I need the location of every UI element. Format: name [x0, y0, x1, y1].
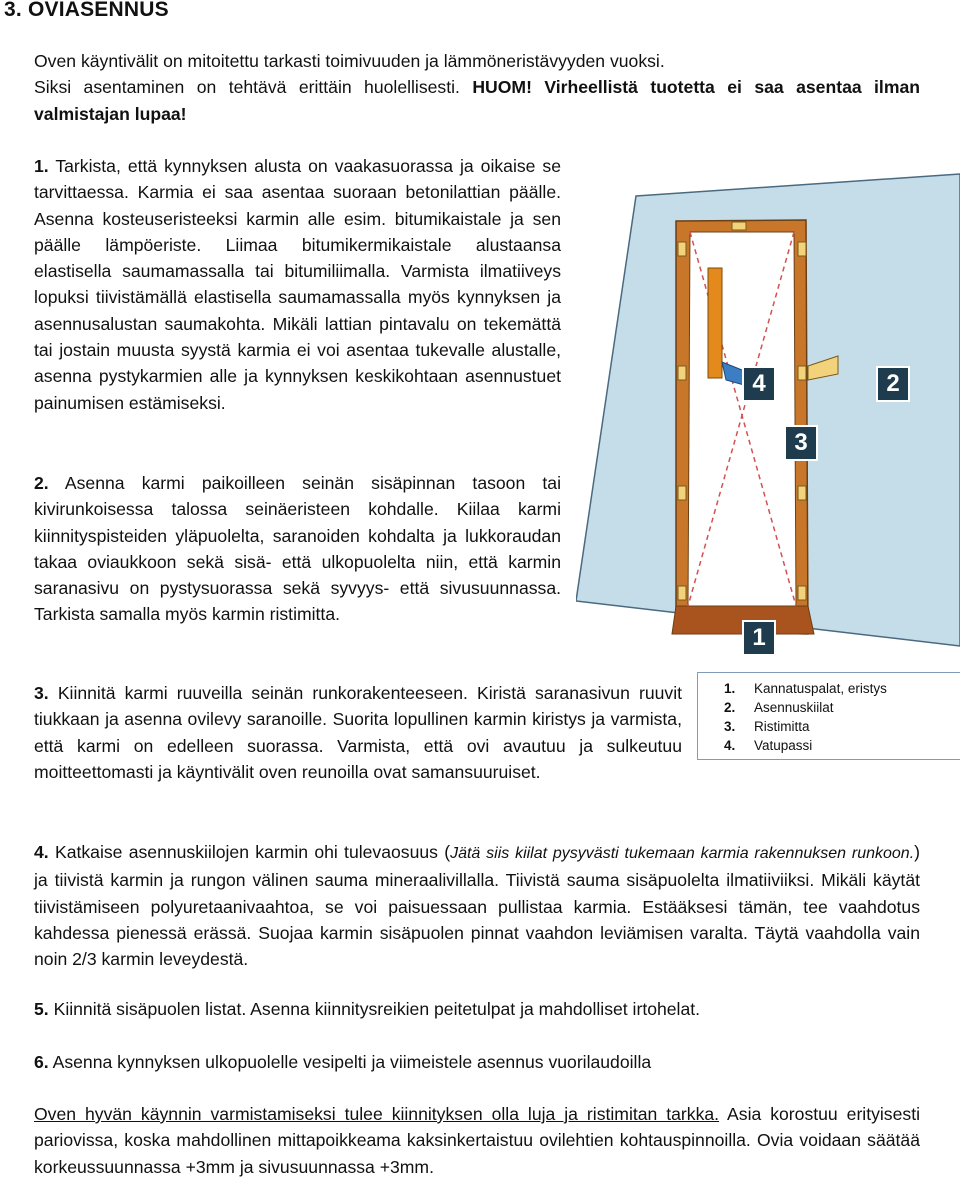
intro-paragraph	[34, 48, 920, 127]
badge-2: 2	[876, 366, 910, 402]
step-text: Asenna karmi paikoilleen seinän sisäpinnan tasoon tai kivirunkoisessa talossa seinäeristeen kohdalle. Kiilaa karmi kiinnityspisteiden yläpuolelta, saranoiden kohdalta ja lukkoraudan takaa oviaukkoon sekä sisä- että ulkopuolelta niin, että karmin saranasivu on pystysuorassa sekä syvyys- että sivusuunnassa. Tarkista samalla myös karmin ristimitta.	[34, 473, 561, 625]
step-3	[34, 680, 682, 785]
step-6	[34, 1049, 920, 1075]
step-number: 1.	[34, 156, 49, 176]
final-underlined-text: Oven hyvän käynnin varmistamiseksi tulee kiinnityksen olla luja ja ristimitan tarkka.	[34, 1104, 720, 1124]
intro-warning: HUOM! Virheellistä tuotetta ei saa asentaa ilman valmistajan lupaa!	[34, 77, 921, 124]
step-5	[34, 996, 920, 1022]
intro-line-1: Oven käyntivälit on mitoitettu tarkasti toimivuuden ja lämmöneristävyyden vuoksi.	[34, 51, 665, 71]
intro-line-2: Siksi asentaminen on tehtävä erittäin huolellisesti.	[34, 77, 460, 98]
step-number: 3.	[34, 683, 49, 703]
step-number: 4.	[34, 842, 49, 862]
legend-item: 2. Asennuskiilat	[724, 700, 834, 715]
step-italic-note: Jätä siis kiilat pysyvästi tukemaan karmia rakennuksen runkoon.	[450, 845, 915, 862]
step-number: 2.	[34, 473, 49, 493]
badge-1: 1	[742, 620, 776, 656]
final-text: Asia korostuu erityisesti pariovissa, koska mahdollinen mittapoikkeama kaksinkertaistuu ovilehtien kohtauspinnoilla. Ovia voidaan säätää korkeussuunnassa +3mm ja sivusuunnassa +3mm.	[34, 1104, 920, 1177]
figure-legend	[697, 672, 960, 760]
door-opening	[688, 232, 796, 606]
step-1	[34, 153, 561, 416]
step-text-before: Katkaise asennuskiilojen karmin ohi tulevaosuus (	[54, 842, 451, 862]
step-text: Kiinnitä sisäpuolen listat. Asenna kiinnitysreikien peitetulpat ja mahdolliset irtohelat.	[53, 999, 701, 1019]
badge-4: 4	[742, 366, 776, 402]
step-text: Asenna kynnyksen ulkopuolelle vesipelti ja viimeistele asennus vuorilaudoilla	[52, 1052, 652, 1072]
step-text: Tarkista, että kynnyksen alusta on vaakasuorassa ja oikaise se tarvittaessa. Karmia ei saa asentaa suoraan betonilattian päälle. Asenna kosteuseristeeksi karmin alle esim. bitumikaistale ja sen päälle lämpöeriste. Liimaa bitumikermikaistale alustaansa elastisella saumamassalla tai bitumiliimalla. Varmista ilmatiiveys lopuksi tiivistämällä elastisella saumamassalla myös kynnyksen ja asennusalustan saumakohta. Mikäli lattian pintavalu on tekemättä tai jostain muusta syystä karmia ei voi asentaa tukevalle alustalle, asenna pystykarmien alle ja kynnyksen keskikohtaan asennustuet painumisen estämiseksi.	[34, 156, 561, 413]
step-number: 5.	[34, 999, 49, 1019]
badge-3: 3	[784, 425, 818, 461]
step-number: 6.	[34, 1052, 49, 1072]
legend-item: 3. Ristimitta	[724, 719, 810, 734]
door-frame-illustration	[576, 166, 960, 671]
legend-item: 4. Vatupassi	[724, 738, 813, 753]
section-heading: 3. OVIASENNUS	[4, 0, 169, 21]
step-text: Kiinnitä karmi ruuveilla seinän runkorakenteeseen. Kiristä saranasivun ruuvit tiukkaan ja asenna ovilevy saranoille. Suorita lopullinen karmin kiristys ja varmista, että karmi on edelleen suorassa. Varmista, että ovi avautuu ja sulkeutuu moitteettomasti ja käyntivälit oven reunoilla ovat samansuuruiset.	[34, 683, 682, 782]
step-4	[34, 839, 920, 972]
step-2	[34, 470, 561, 628]
step-text-after: ) ja tiivistä karmin ja rungon välinen sauma mineraalivillalla. Tiivistä sauma sisäpuolelta ilmatiiviiksi. Mikäli käytät tiivistämiseen polyuretaanivaahtoa, se voi paisuessaan pullistaa karmia. Estääksesi tämän, tee vaahdotus kahdessa pienessä erässä. Suojaa karmin sisäpuolen pinnat vaahdon leviämisen varalta. Täytä vaahdolla vain noin 2/3 karmin leveydestä.	[34, 842, 920, 970]
spirit-level	[708, 268, 722, 378]
legend-item: 1. Kannatuspalat, eristys	[724, 681, 887, 696]
final-paragraph	[34, 1101, 920, 1180]
